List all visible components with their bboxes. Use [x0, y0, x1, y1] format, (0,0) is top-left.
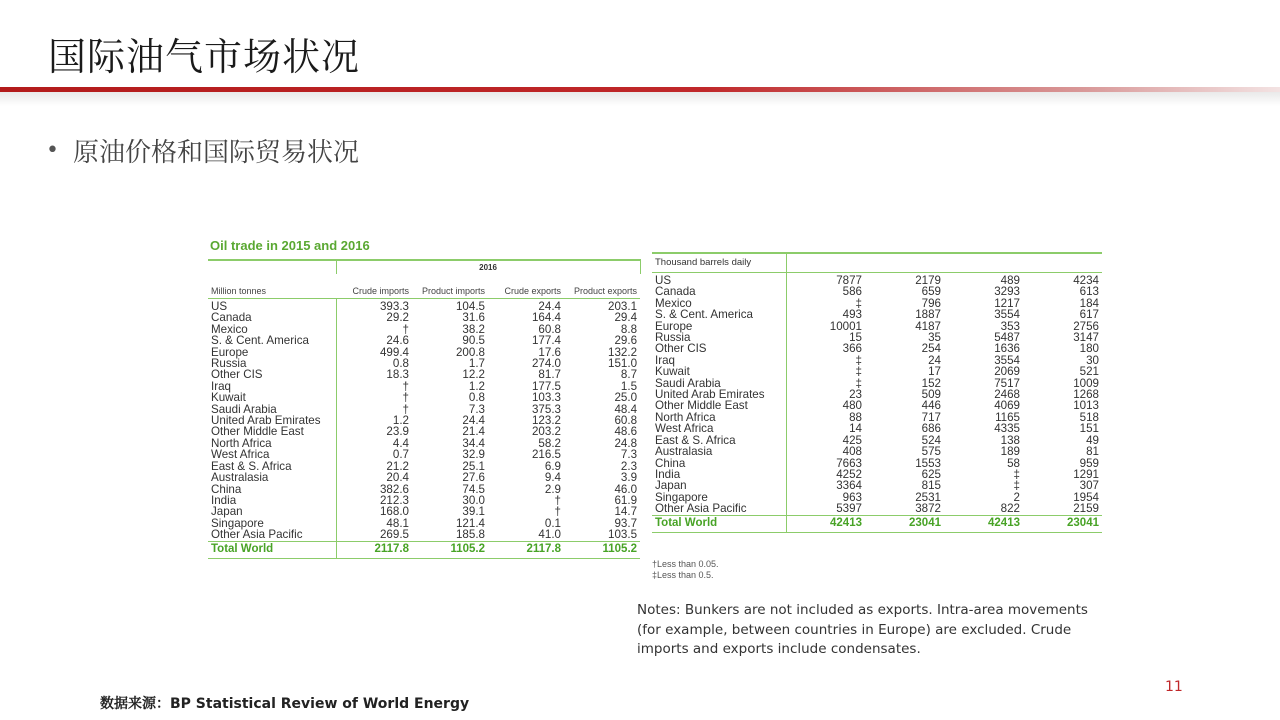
- cell-value: 9.4: [544, 471, 561, 485]
- table-row: [208, 392, 640, 403]
- cell-value: 307: [1079, 479, 1099, 493]
- cell-value: 203.2: [531, 425, 561, 439]
- cell-value: 489: [1000, 274, 1020, 287]
- cell-value: 14.7: [614, 505, 638, 519]
- cell-value: 0.1: [544, 516, 561, 530]
- cell-value: 32.9: [462, 448, 485, 462]
- total-label: Total World: [208, 541, 336, 558]
- cell-value: 5397: [786, 503, 865, 515]
- table-row: [208, 438, 640, 449]
- cell-value: 7663: [786, 458, 865, 469]
- cell-value: 6.9: [544, 459, 561, 473]
- row-label: Europe: [211, 345, 249, 359]
- table-row: [652, 273, 1102, 287]
- table-row: [208, 426, 640, 437]
- cell-value: 8.7: [620, 368, 638, 382]
- cell-value: 81: [1086, 445, 1099, 459]
- row-label: Europe: [655, 319, 693, 333]
- cell-value: 177.5: [531, 379, 561, 393]
- table-body: [652, 273, 1102, 516]
- row-label: China: [655, 456, 686, 470]
- table-row: [208, 506, 640, 517]
- cell-value: 963: [786, 492, 865, 503]
- total-value: 2117.8: [488, 541, 564, 558]
- cell-value: 1009: [1073, 376, 1099, 390]
- cell-value: 29.6: [614, 334, 638, 348]
- row-label: Other CIS: [211, 368, 263, 382]
- cell-value: 48.6: [614, 425, 638, 439]
- cell-value: 185.8: [455, 528, 485, 542]
- header-row: [208, 274, 640, 299]
- row-label: North Africa: [211, 436, 272, 450]
- cell-value: 212.3: [336, 495, 412, 506]
- page-number: 11: [1165, 679, 1183, 695]
- cell-value: ‡: [786, 366, 865, 377]
- table-barrels: [652, 252, 1102, 533]
- table-row: [208, 484, 640, 495]
- cell-value: 14: [786, 423, 865, 434]
- table-row: [208, 358, 640, 369]
- cell-value: 382.6: [336, 484, 412, 495]
- cell-value: 408: [786, 446, 865, 457]
- cell-value: 613: [1079, 285, 1099, 299]
- total-value: 42413: [944, 515, 1023, 532]
- table-row: [208, 529, 640, 541]
- cell-value: 4234: [1073, 274, 1099, 287]
- cell-value: ‡: [786, 355, 865, 366]
- cell-value: 151: [1079, 422, 1099, 436]
- cell-value: 625: [921, 467, 941, 481]
- cell-value: 23: [786, 389, 865, 400]
- table-row: [652, 332, 1102, 343]
- total-row: [652, 515, 1102, 532]
- table-row: [652, 400, 1102, 411]
- cell-value: 74.5: [462, 482, 485, 496]
- cell-value: 46.0: [614, 482, 638, 496]
- cell-value: 31.6: [462, 311, 485, 325]
- cell-value: 3147: [1073, 331, 1099, 345]
- data-source: 数据来源：BP Statistical Review of World Energy: [100, 696, 470, 712]
- cell-value: ‡: [786, 298, 865, 309]
- cell-value: ‡: [786, 378, 865, 389]
- cell-value: 1291: [1073, 467, 1099, 481]
- cell-value: 254: [921, 342, 941, 356]
- row-label: United Arab Emirates: [211, 414, 321, 428]
- cell-value: 41.0: [538, 528, 561, 542]
- cell-value: 493: [786, 309, 865, 320]
- table-row: [652, 423, 1102, 434]
- row-label: East & S. Africa: [211, 459, 292, 473]
- cell-value: 216.5: [531, 448, 561, 462]
- cell-value: 1.7: [468, 357, 485, 371]
- cell-value: 1268: [1073, 388, 1099, 402]
- cell-value: 659: [921, 285, 941, 299]
- cell-value: 2531: [915, 490, 941, 504]
- table-row: [208, 472, 640, 483]
- row-label: Russia: [211, 357, 247, 371]
- table-title: Oil trade in 2015 and 2016: [210, 238, 370, 253]
- cell-value: 30: [1086, 353, 1099, 367]
- row-label: Iraq: [211, 379, 231, 393]
- table-row: [652, 469, 1102, 480]
- table-row: [652, 343, 1102, 354]
- total-value: 42413: [786, 515, 865, 532]
- cell-value: 8.8: [620, 322, 638, 336]
- table-tonnes: [208, 259, 641, 559]
- row-label: United Arab Emirates: [655, 388, 765, 402]
- col-header: Product imports: [412, 274, 488, 299]
- row-label: Canada: [211, 311, 252, 325]
- bullet-text: 原油价格和国际贸易状况: [72, 138, 359, 168]
- cell-value: 35: [928, 331, 941, 345]
- row-label: Russia: [655, 331, 691, 345]
- cell-value: 200.8: [455, 345, 485, 359]
- cell-value: 2.3: [620, 459, 638, 473]
- table-body: [208, 299, 640, 542]
- cell-value: 180: [1079, 342, 1099, 356]
- cell-value: 20.4: [336, 472, 412, 483]
- row-label: S. & Cent. America: [655, 308, 753, 322]
- cell-value: 0.8: [468, 391, 485, 405]
- table-row: [652, 286, 1102, 297]
- cell-value: 168.0: [336, 506, 412, 517]
- total-value: 1105.2: [564, 541, 640, 558]
- cell-value: 60.8: [614, 414, 638, 428]
- oil-trade-table-barrels: [652, 252, 1102, 588]
- row-label: India: [655, 467, 681, 481]
- cell-value: 366: [786, 343, 865, 354]
- cell-value: 3872: [915, 502, 941, 516]
- total-row: [208, 541, 640, 558]
- cell-value: 7.3: [468, 402, 485, 416]
- cell-value: 164.4: [531, 311, 561, 325]
- row-label: Japan: [211, 505, 243, 519]
- cell-value: 393.3: [336, 299, 412, 313]
- cell-value: 184: [1079, 296, 1099, 310]
- row-label: Other Middle East: [655, 399, 748, 413]
- cell-value: 375.3: [531, 402, 561, 416]
- table-row: [208, 369, 640, 380]
- cell-value: 24.8: [614, 436, 638, 450]
- cell-value: 17.6: [538, 345, 561, 359]
- cell-value: 3554: [994, 353, 1020, 367]
- cell-value: 1636: [994, 342, 1020, 356]
- footnote: †Less than 0.05.: [652, 559, 719, 569]
- row-label: Singapore: [211, 516, 264, 530]
- cell-value: 959: [1079, 456, 1099, 470]
- cell-value: 617: [1079, 308, 1099, 322]
- table-row: [208, 312, 640, 323]
- row-label: Iraq: [655, 353, 675, 367]
- cell-value: 121.4: [455, 516, 485, 530]
- cell-value: 15: [786, 332, 865, 343]
- cell-value: 796: [921, 296, 941, 310]
- cell-value: 1217: [994, 296, 1020, 310]
- table-row: [652, 321, 1102, 332]
- total-value: 1105.2: [412, 541, 488, 558]
- row-label: Saudi Arabia: [655, 376, 721, 390]
- cell-value: †: [336, 392, 412, 403]
- row-label: North Africa: [655, 410, 716, 424]
- cell-value: 7.3: [620, 448, 638, 462]
- cell-value: 3554: [994, 308, 1020, 322]
- cell-value: 58: [1007, 456, 1020, 470]
- cell-value: 822: [1000, 502, 1020, 516]
- cell-value: 1.2: [468, 379, 485, 393]
- table-row: [652, 480, 1102, 491]
- cell-value: 4335: [994, 422, 1020, 436]
- cell-value: 38.2: [462, 322, 485, 336]
- cell-value: 2468: [994, 388, 1020, 402]
- cell-value: 18.3: [336, 369, 412, 380]
- cell-value: 132.2: [608, 345, 638, 359]
- cell-value: 34.4: [462, 436, 485, 450]
- col-header: Product exports: [564, 274, 640, 299]
- row-label: US: [655, 274, 672, 287]
- cell-value: 21.2: [336, 461, 412, 472]
- cell-value: 27.6: [462, 471, 485, 485]
- cell-value: 815: [921, 479, 941, 493]
- cell-value: 1954: [1073, 490, 1099, 504]
- row-label: China: [211, 482, 242, 496]
- table-row: [208, 449, 640, 460]
- cell-value: 138: [1000, 433, 1020, 447]
- row-label: Singapore: [655, 490, 708, 504]
- cell-value: 12.2: [462, 368, 485, 382]
- cell-value: 49: [1086, 433, 1099, 447]
- row-label: Mexico: [655, 296, 692, 310]
- cell-value: 189: [1000, 445, 1020, 459]
- cell-value: 151.0: [608, 357, 638, 371]
- oil-trade-table-tonnes: [203, 232, 639, 568]
- cell-value: 3364: [786, 480, 865, 491]
- cell-value: 17: [928, 365, 941, 379]
- table-row: [652, 309, 1102, 320]
- cell-value: 269.5: [336, 529, 412, 541]
- row-label: West Africa: [655, 422, 714, 436]
- cell-value: 123.2: [531, 414, 561, 428]
- cell-value: 60.8: [538, 322, 561, 336]
- row-label: Other Asia Pacific: [655, 502, 747, 516]
- table-row: [208, 461, 640, 472]
- cell-value: 39.1: [462, 505, 485, 519]
- year-row: [208, 260, 640, 274]
- cell-value: 24: [928, 353, 941, 367]
- cell-value: 3293: [994, 285, 1020, 299]
- cell-value: ‡: [1013, 479, 1020, 493]
- bullet-point: [46, 132, 359, 169]
- cell-value: 10001: [786, 321, 865, 332]
- title-shadow: [0, 92, 1280, 106]
- cell-value: 24.6: [336, 335, 412, 346]
- unit-row: [652, 253, 1102, 273]
- cell-value: 24.4: [538, 300, 561, 313]
- cell-value: †: [554, 493, 561, 507]
- cell-value: 2.9: [544, 482, 561, 496]
- row-label: Kuwait: [211, 391, 246, 405]
- cell-value: 30.0: [462, 493, 485, 507]
- cell-value: 425: [786, 435, 865, 446]
- cell-value: 103.3: [531, 391, 561, 405]
- table-row: [652, 435, 1102, 446]
- cell-value: 480: [786, 400, 865, 411]
- cell-value: 2: [1013, 490, 1020, 504]
- row-label: Japan: [655, 479, 687, 493]
- notes-paragraph: Notes: Bunkers are not included as exports. Intra-area movements (for example, between countries in Europe) are excluded. Crude imports and exports include condensates.: [637, 602, 1088, 657]
- cell-value: 4252: [786, 469, 865, 480]
- cell-value: 1887: [915, 308, 941, 322]
- row-label: US: [211, 300, 228, 313]
- cell-value: 524: [921, 433, 941, 447]
- table-footnotes: [652, 559, 719, 581]
- cell-value: 521: [1079, 365, 1099, 379]
- cell-value: 5487: [994, 331, 1020, 345]
- row-label: Australasia: [211, 471, 269, 485]
- cell-value: 4187: [915, 319, 941, 333]
- year-label: 2016: [336, 260, 640, 274]
- cell-value: 1.2: [336, 415, 412, 426]
- col-header: Crude imports: [336, 274, 412, 299]
- cell-value: 21.4: [462, 425, 485, 439]
- total-value: 2117.8: [336, 541, 412, 558]
- cell-value: 586: [786, 286, 865, 297]
- row-label: West Africa: [211, 448, 270, 462]
- cell-value: 518: [1079, 410, 1099, 424]
- cell-value: 353: [1000, 319, 1020, 333]
- cell-value: 29.4: [614, 311, 638, 325]
- cell-value: 203.1: [608, 300, 638, 313]
- cell-value: ‡: [1013, 467, 1020, 481]
- cell-value: 103.5: [608, 528, 638, 542]
- table-row: [652, 446, 1102, 457]
- cell-value: 7517: [994, 376, 1020, 390]
- cell-value: 0.7: [336, 449, 412, 460]
- cell-value: 177.4: [531, 334, 561, 348]
- cell-value: 25.0: [614, 391, 638, 405]
- cell-value: 88: [786, 412, 865, 423]
- row-label: Mexico: [211, 322, 248, 336]
- cell-value: 25.1: [462, 459, 485, 473]
- cell-value: 1.5: [620, 379, 638, 393]
- cell-value: 48.1: [336, 518, 412, 529]
- cell-value: †: [554, 505, 561, 519]
- total-value: 23041: [1023, 515, 1102, 532]
- cell-value: 2159: [1073, 502, 1099, 516]
- table-row: [208, 381, 640, 392]
- cell-value: 717: [921, 410, 941, 424]
- cell-value: 3.9: [620, 471, 638, 485]
- table-row: [208, 299, 640, 313]
- cell-value: †: [336, 404, 412, 415]
- total-value: 23041: [865, 515, 944, 532]
- cell-value: 1165: [995, 410, 1020, 424]
- cell-value: 23.9: [336, 426, 412, 437]
- cell-value: 2179: [915, 274, 941, 287]
- row-label: East & S. Africa: [655, 433, 736, 447]
- cell-value: 104.5: [455, 300, 485, 313]
- cell-value: 58.2: [538, 436, 561, 450]
- table-row: [652, 412, 1102, 423]
- cell-value: 48.4: [614, 402, 638, 416]
- cell-value: 446: [921, 399, 941, 413]
- cell-value: 0.8: [336, 358, 412, 369]
- row-label: Canada: [655, 285, 696, 299]
- cell-value: †: [336, 381, 412, 392]
- cell-value: 90.5: [462, 334, 485, 348]
- table-row: [652, 355, 1102, 366]
- cell-value: 1013: [1073, 399, 1099, 413]
- cell-value: 686: [921, 422, 941, 436]
- cell-value: 7877: [786, 273, 865, 287]
- total-label: Total World: [652, 515, 786, 532]
- cell-value: 4069: [994, 399, 1020, 413]
- table-row: [208, 495, 640, 506]
- cell-value: 61.9: [614, 493, 638, 507]
- cell-value: 499.4: [336, 347, 412, 358]
- row-label: Saudi Arabia: [211, 402, 277, 416]
- cell-value: 274.0: [531, 357, 561, 371]
- table-row: [208, 335, 640, 346]
- cell-value: 29.2: [336, 312, 412, 323]
- cell-value: 4.4: [336, 438, 412, 449]
- footnote: ‡Less than 0.5.: [652, 570, 714, 580]
- cell-value: 575: [921, 445, 941, 459]
- table-row: [652, 458, 1102, 469]
- cell-value: 509: [921, 388, 941, 402]
- cell-value: 24.4: [462, 414, 485, 428]
- cell-value: †: [336, 324, 412, 335]
- cell-value: 152: [921, 376, 941, 390]
- row-label: India: [211, 493, 237, 507]
- unit-label: Million tonnes: [208, 274, 336, 299]
- cell-value: 2069: [994, 365, 1020, 379]
- unit-label: Thousand barrels daily: [652, 253, 786, 273]
- row-label: Kuwait: [655, 365, 690, 379]
- cell-value: 2756: [1073, 319, 1099, 333]
- slide-title: 国际油气市场状况: [48, 35, 361, 79]
- row-label: S. & Cent. America: [211, 334, 309, 348]
- table-row: [652, 366, 1102, 377]
- table-row: [208, 347, 640, 358]
- bullet-dot-icon: •: [46, 138, 59, 163]
- cell-value: 81.7: [538, 368, 561, 382]
- cell-value: 1553: [915, 456, 941, 470]
- row-label: Other CIS: [655, 342, 707, 356]
- table-row: [652, 503, 1102, 515]
- col-header: Crude exports: [488, 274, 564, 299]
- cell-value: 93.7: [614, 516, 638, 530]
- row-label: Other Middle East: [211, 425, 304, 439]
- row-label: Other Asia Pacific: [211, 528, 303, 542]
- row-label: Australasia: [655, 445, 713, 459]
